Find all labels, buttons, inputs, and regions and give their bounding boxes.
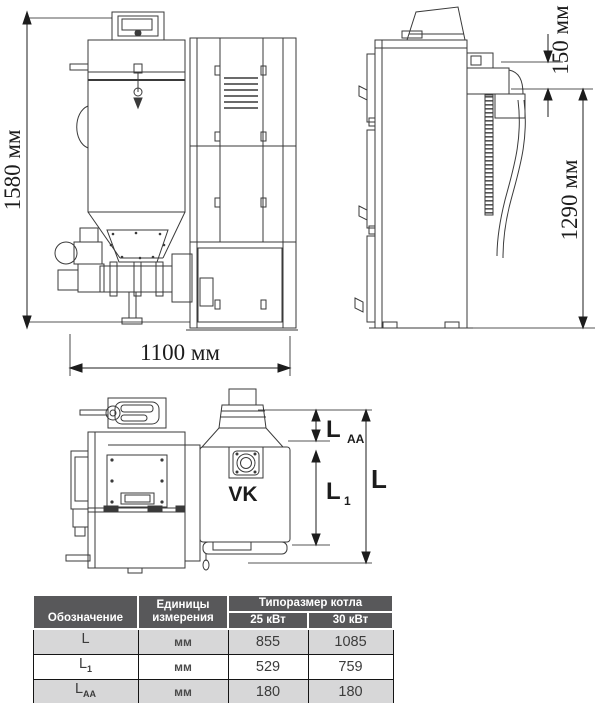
value-30kw-cell: 180 <box>308 680 393 703</box>
side-height-label: 1290 мм <box>557 159 582 241</box>
chain-tensioner <box>485 95 493 215</box>
designation-base: L <box>81 631 90 648</box>
side-offset-label: 150 мм <box>548 5 573 75</box>
pellet-hopper <box>70 40 185 212</box>
dim-l1-subscript: 1 <box>344 494 351 508</box>
flue-outlet <box>467 53 525 118</box>
value-25kw-cell: 529 <box>228 655 308 680</box>
rear-view-drawing <box>0 385 420 600</box>
return-pipe <box>497 100 525 258</box>
dim-side-offset <box>501 34 593 117</box>
dim-front-height <box>23 12 190 328</box>
designation-base: L <box>74 681 84 698</box>
control-panel <box>112 12 164 40</box>
boiler-body-front <box>186 38 298 330</box>
dim-l-label: L <box>371 464 387 494</box>
side-view-drawing <box>305 0 600 340</box>
dim-l1-label: L <box>326 478 341 505</box>
designation-sub: AA <box>83 689 97 700</box>
hopper-rear-body <box>66 432 200 573</box>
front-height-label: 1580 мм <box>0 129 25 211</box>
boiler-size-group-header: Типоразмер котла <box>228 595 393 612</box>
top-hood <box>402 7 465 40</box>
designation-cell <box>33 629 138 654</box>
value-25kw-cell: 855 <box>228 629 308 654</box>
hopper-funnel <box>88 212 185 262</box>
col-25kw-header: 25 кВт <box>228 612 308 629</box>
dimension-spec-table <box>32 594 394 703</box>
boiler-body-side <box>355 40 473 328</box>
front-view-drawing <box>0 0 310 385</box>
table-row <box>33 680 393 703</box>
value-30kw-cell: 759 <box>308 655 393 680</box>
table-row <box>33 629 393 654</box>
dim-laa-subscript: AA <box>347 432 365 446</box>
vk-boiler-label: VK <box>228 483 258 506</box>
designation-sub: 1 <box>87 664 93 675</box>
designation-header: Обозначение <box>33 595 138 629</box>
designation-base: L <box>78 656 88 673</box>
designation-cell <box>33 680 138 703</box>
units-cell: мм <box>138 655 228 680</box>
dim-laa-label: L <box>326 416 341 443</box>
table-row <box>33 655 393 680</box>
vk-boiler <box>200 389 290 570</box>
value-25kw-cell: 180 <box>228 680 308 703</box>
value-30kw-cell: 1085 <box>308 629 393 654</box>
dim-l1 <box>292 451 330 545</box>
vent-slats <box>224 78 258 108</box>
designation-cell <box>33 655 138 680</box>
units-cell: мм <box>138 629 228 654</box>
front-width-label: 1100 мм <box>139 340 221 365</box>
burner-unit <box>80 398 166 428</box>
units-header: Единицы измерения <box>138 595 228 629</box>
auger-feeder <box>55 228 192 324</box>
units-cell: мм <box>138 680 228 703</box>
col-30kw-header: 30 кВт <box>308 612 393 629</box>
